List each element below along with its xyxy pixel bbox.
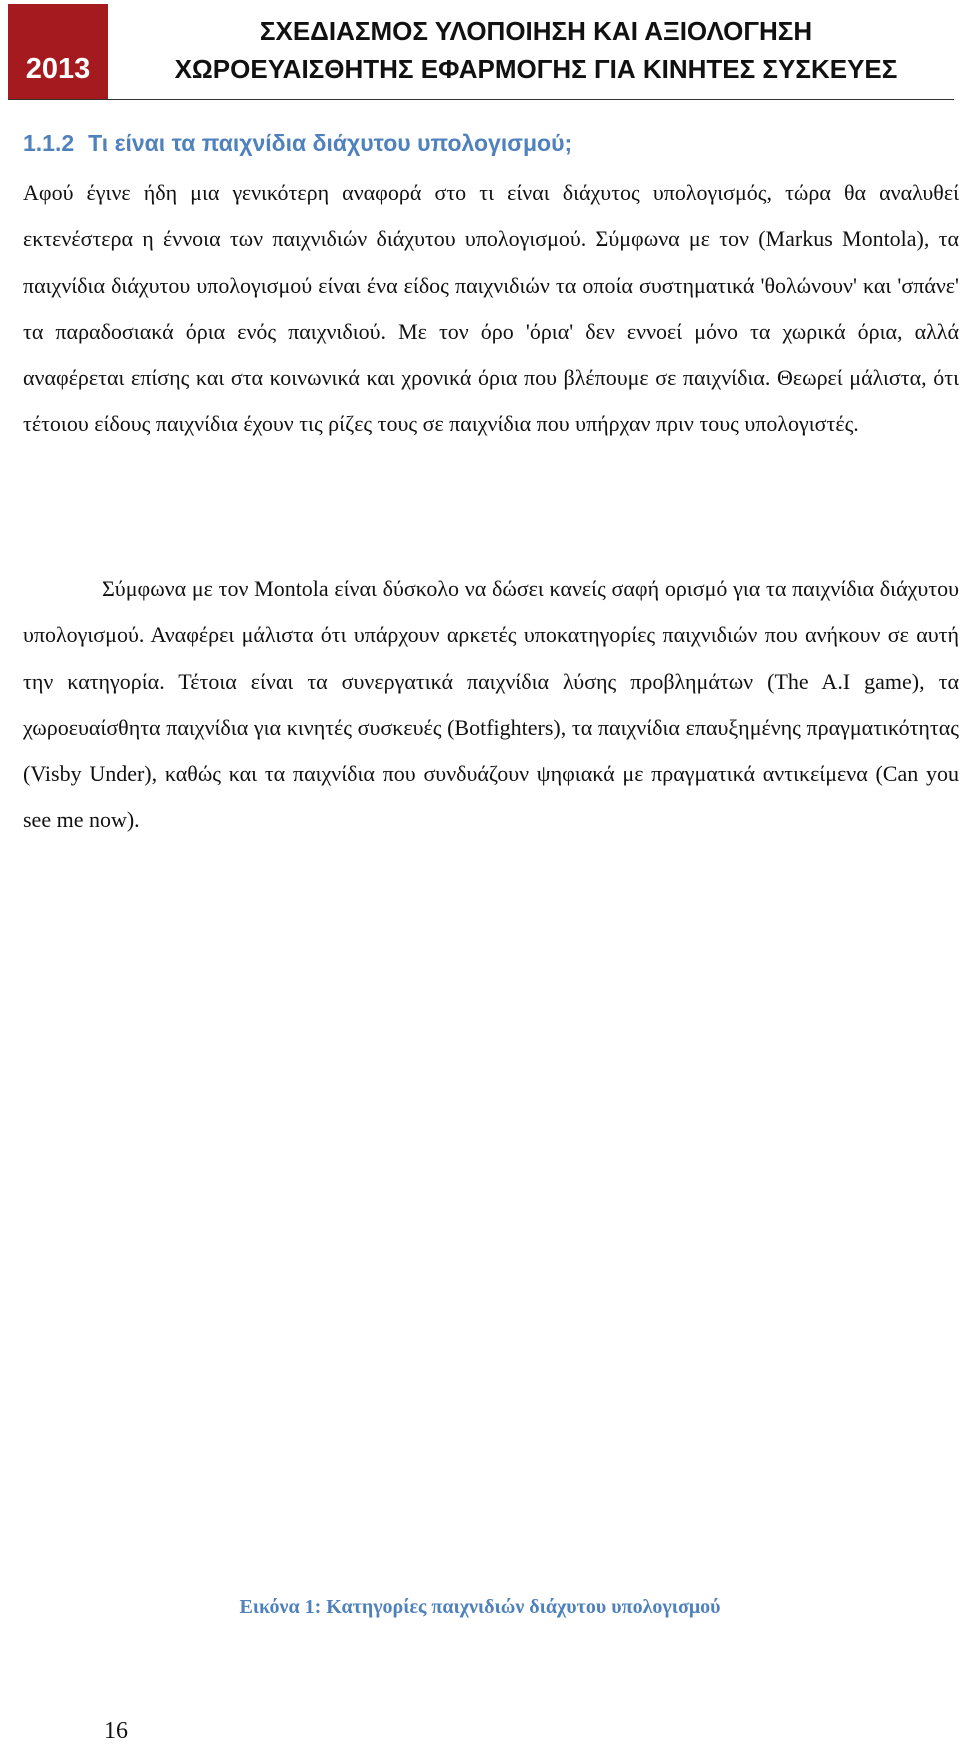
- header-title-line-1: ΣΧΕΔΙΑΣΜΟΣ ΥΛΟΠΟΙΗΣΗ ΚΑΙ ΑΞΙΟΛΟΓΗΣΗ: [259, 16, 813, 46]
- section-title: Τι είναι τα παιχνίδια διάχυτου υπολογισμού;: [88, 130, 573, 156]
- header-divider: [8, 99, 954, 100]
- header-title-line-2: ΧΩΡΟΕΥΑΙΣΘΗΤΗΣ ΕΦΑΡΜΟΓΗΣ ΓΙΑ ΚΙΝΗΤΕΣ ΣΥΣΚΕΥΕΣ: [174, 54, 898, 84]
- page-number: 16: [104, 1718, 128, 1744]
- body-paragraph-2: Σύμφωνα με τον Montola είναι δύσκολο να δώσει κανείς σαφή ορισμό για τα παιχνίδια διάχυτου υπολογισμού. Αναφέρει μάλιστα ότι υπάρχουν αρκετές υποκατηγορίες παιχνιδιών που ανήκουν σε αυτή την κατηγορία. Τέτοια είναι τα συνεργατικά παιχνίδια λύσης προβλημάτων (The A.I game), τα χωροευαίσθητα παιχνίδια για κινητές συσκευές (Botfighters), τα παιχνίδια επαυξημένης πραγματικότητας (Visby Under), καθώς και τα παιχνίδια που συνδυάζουν ψηφιακά με πραγματικά αντικείμενα (Can you see me now).: [23, 576, 959, 833]
- section-number: 1.1.2: [23, 130, 75, 156]
- section-heading: [23, 130, 943, 157]
- header-year-badge: 2013: [8, 4, 108, 100]
- page-header: [8, 0, 954, 100]
- body-paragraph-1: Αφού έγινε ήδη μια γενικότερη αναφορά στο τι είναι διάχυτος υπολογισμός, τώρα θα αναλυθεί εκτενέστερα η έννοια των παιχνιδιών διάχυτου υπολογισμού. Σύμφωνα με τον (Markus Montola), τα παιχνίδια διάχυτου υπολογισμού είναι ένα είδος παιχνιδιών τα οποία συστηματικά 'θολώνουν' και 'σπάνε' τα παραδοσιακά όρια ενός παιχνιδιού. Με τον όρο 'όρια' δεν εννοεί μόνο τα χωρικά όρια, αλλά αναφέρεται επίσης και στα κοινωνικά και χρονικά όρια που βλέπουμε σε παιχνίδια. Θεωρεί μάλιστα, ότι τέτοιου είδους παιχνίδια έχουν τις ρίζες τους σε παιχνίδια που υπήρχαν πριν τους υπολογιστές.: [23, 180, 959, 437]
- figure-caption: Εικόνα 1: Κατηγορίες παιχνιδιών διάχυτου υπολογισμού: [239, 1596, 721, 1618]
- header-title: [118, 12, 954, 88]
